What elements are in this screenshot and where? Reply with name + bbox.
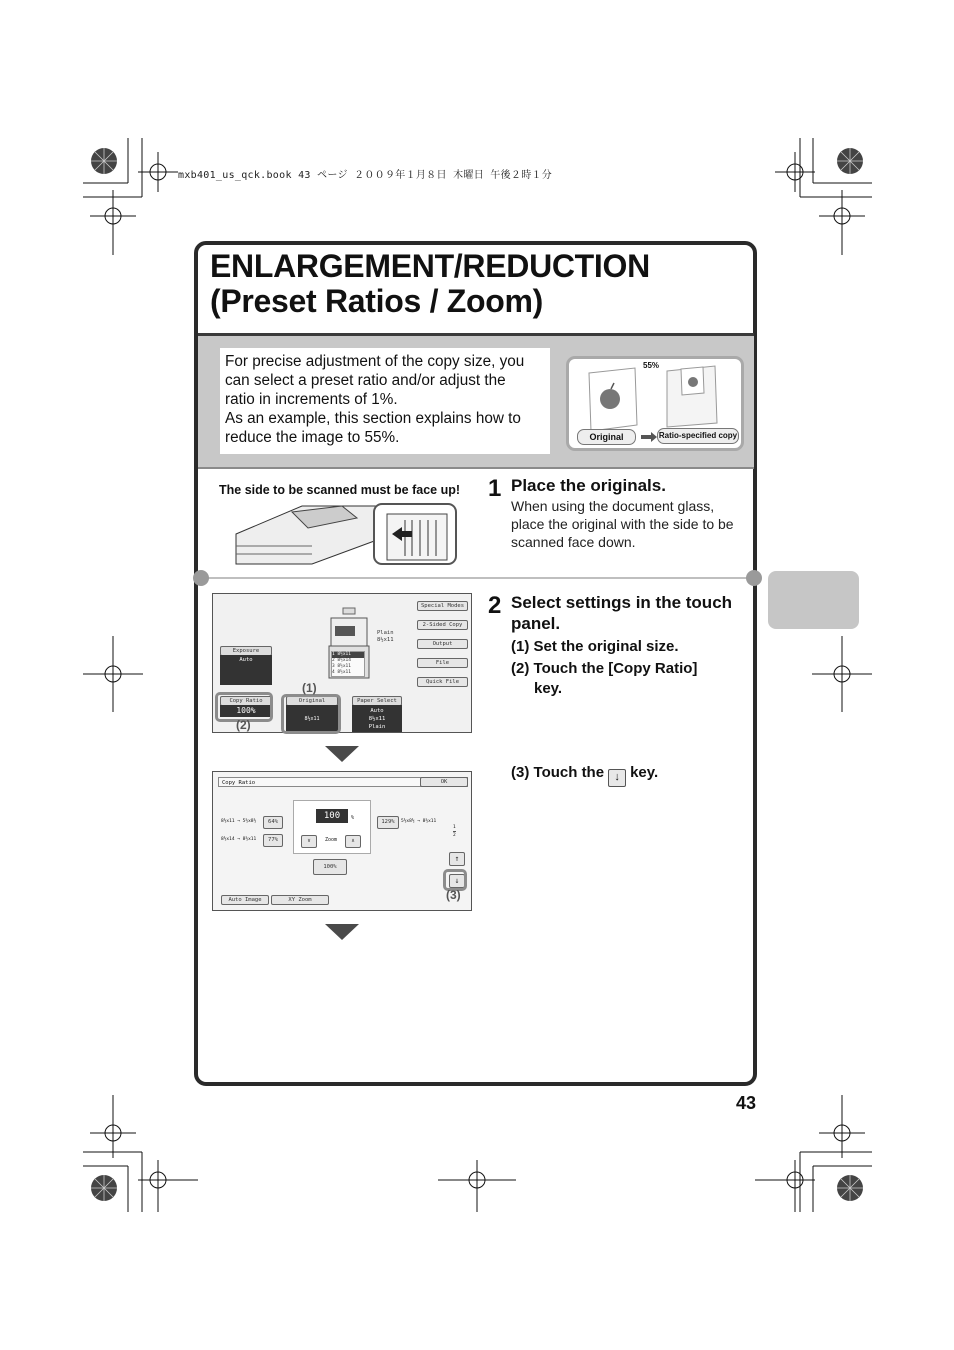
copy-ratio-button[interactable]: 100% [220, 705, 272, 717]
zoom-up-button[interactable] [345, 835, 361, 848]
page-total: 2 [453, 833, 456, 838]
zoom-label: Zoom [325, 837, 338, 843]
step-2-number: 2 [488, 592, 502, 619]
substep-2-text: key. [534, 680, 563, 697]
xy-zoom-button[interactable]: XY Zoom [271, 895, 329, 905]
ratio-display: 100 [316, 809, 348, 823]
ratio-illustration [566, 356, 744, 451]
plain-label: Plain [377, 630, 394, 636]
reset-100-button[interactable]: 100% [313, 859, 347, 875]
step-2-title [511, 592, 732, 634]
original-size-callout [281, 694, 341, 734]
paper-select-button[interactable] [352, 705, 402, 733]
plain-paper-label [377, 630, 394, 644]
preset-77-label: 8½x14 → 8½x11 [221, 837, 257, 842]
zoom-plus-icon: ∧ [351, 838, 355, 844]
original-header[interactable]: Original [286, 696, 338, 706]
intro-text [220, 348, 550, 454]
substep-2 [511, 659, 751, 699]
preset-129-label: 5½x8½ → 8½x11 [401, 819, 437, 824]
step-1-body [511, 497, 734, 551]
arrow-down-icon: ↓ [454, 876, 460, 885]
special-modes-button[interactable]: Special Modes [417, 601, 468, 611]
divider-dot-right [746, 570, 762, 586]
step-1-number: 1 [488, 475, 502, 502]
tray-list [331, 651, 365, 677]
two-sided-copy-button[interactable]: 2-Sided Copy [417, 620, 468, 630]
step-2-title-line: Select settings in the touch [511, 593, 733, 612]
substep-1-text: Set the original size. [533, 638, 679, 655]
callout-2-label: (2) [236, 718, 251, 732]
plain-size: 8½x11 [377, 637, 394, 643]
intro-line: reduce the image to 55%. [225, 429, 400, 446]
arrow-up-icon: ↑ [454, 854, 460, 863]
down-arrow-key-icon: ↓ [608, 769, 626, 787]
paper-value: 8½x11 [368, 716, 386, 722]
output-button[interactable]: Output [417, 639, 468, 649]
step-divider [198, 577, 754, 579]
file-button[interactable]: File [417, 658, 468, 668]
tray-item[interactable]: 2 8½x14 [332, 658, 351, 663]
zoom-minus-icon: ∨ [307, 838, 311, 844]
paper-value: Auto [370, 708, 384, 714]
scroll-up-button[interactable] [449, 852, 465, 866]
callout-3-label: (3) [446, 888, 461, 902]
preset-64-button[interactable]: 64% [263, 816, 283, 829]
paper-value: Plain [368, 724, 386, 730]
substep-2-num: (2) [511, 660, 530, 677]
step-1-title: Place the originals. [511, 476, 666, 495]
tray-item[interactable]: 3 8½x11 [332, 664, 351, 669]
substep-1 [511, 637, 679, 657]
substep-3-text: Touch the [533, 764, 605, 781]
substep-3-num: (3) [511, 764, 530, 781]
ratio-copy-label: Ratio-specified copy [657, 428, 739, 444]
exposure-header[interactable]: Exposure [220, 646, 272, 656]
tray-item[interactable]: 4 8½x11 [332, 670, 351, 675]
substep-3 [511, 763, 658, 787]
step-1-line: place the original with the side to be [511, 516, 734, 532]
page-number: 43 [736, 1093, 757, 1113]
substep-1-num: (1) [511, 638, 530, 655]
down-arrow-icon [325, 746, 359, 762]
callout-1-label: (1) [302, 681, 317, 695]
exposure-value: Auto [239, 657, 253, 663]
substep-2-text: Touch the [Copy Ratio] [533, 660, 698, 677]
step-1-line: scanned face down. [511, 534, 636, 550]
preset-129-button[interactable]: 129% [377, 816, 399, 829]
intro-line: As an example, this section explains how to [225, 410, 521, 427]
page-current: 1 [453, 825, 456, 830]
scanner-illustration [232, 500, 462, 570]
exposure-button[interactable] [220, 655, 272, 685]
title-line-1: ENLARGEMENT/REDUCTION [210, 248, 650, 284]
page-title [210, 249, 650, 319]
intro-band-rule [198, 467, 754, 469]
auto-image-button[interactable]: Auto Image [221, 895, 269, 905]
intro-line: can select a preset ratio and/or adjust the [225, 372, 506, 389]
step-1-line: When using the document glass, [511, 498, 715, 514]
step-2-title-line: panel. [511, 614, 561, 633]
percent-label: 55% [643, 361, 660, 370]
page-indicator [453, 824, 456, 839]
paper-select-header[interactable]: Paper Select [352, 696, 402, 706]
substep-3-text-after: key. [630, 764, 659, 781]
intro-line: ratio in increments of 1%. [225, 391, 398, 408]
tray-item[interactable]: 1 8½x11 [332, 652, 364, 658]
title-line-2: (Preset Ratios / Zoom) [210, 283, 544, 319]
ok-button[interactable]: OK [420, 777, 468, 787]
original-label: Original [577, 429, 636, 445]
copy-ratio-title: Copy Ratio [222, 780, 256, 786]
chapter-tab [768, 571, 859, 629]
preset-64-label: 8½x11 → 5½x8½ [221, 819, 257, 824]
touch-panel-copy-ratio [212, 771, 472, 911]
original-size-button[interactable]: 8½x11 [286, 705, 338, 733]
down-arrow-icon [325, 924, 359, 940]
face-up-note: The side to be scanned must be face up! [219, 483, 461, 497]
intro-line: For precise adjustment of the copy size, you [225, 353, 525, 370]
preset-77-button[interactable]: 77% [263, 834, 283, 847]
quick-file-button[interactable]: Quick File [417, 677, 468, 687]
divider-dot-left [193, 570, 209, 586]
book-header-line: mxb401_us_qck.book 43 ページ ２００９年１月８日 木曜日 午後２時１分 [178, 170, 553, 181]
zoom-down-button[interactable] [301, 835, 317, 848]
percent-sign: % [351, 815, 355, 821]
copy-ratio-header[interactable]: Copy Ratio [220, 696, 272, 706]
